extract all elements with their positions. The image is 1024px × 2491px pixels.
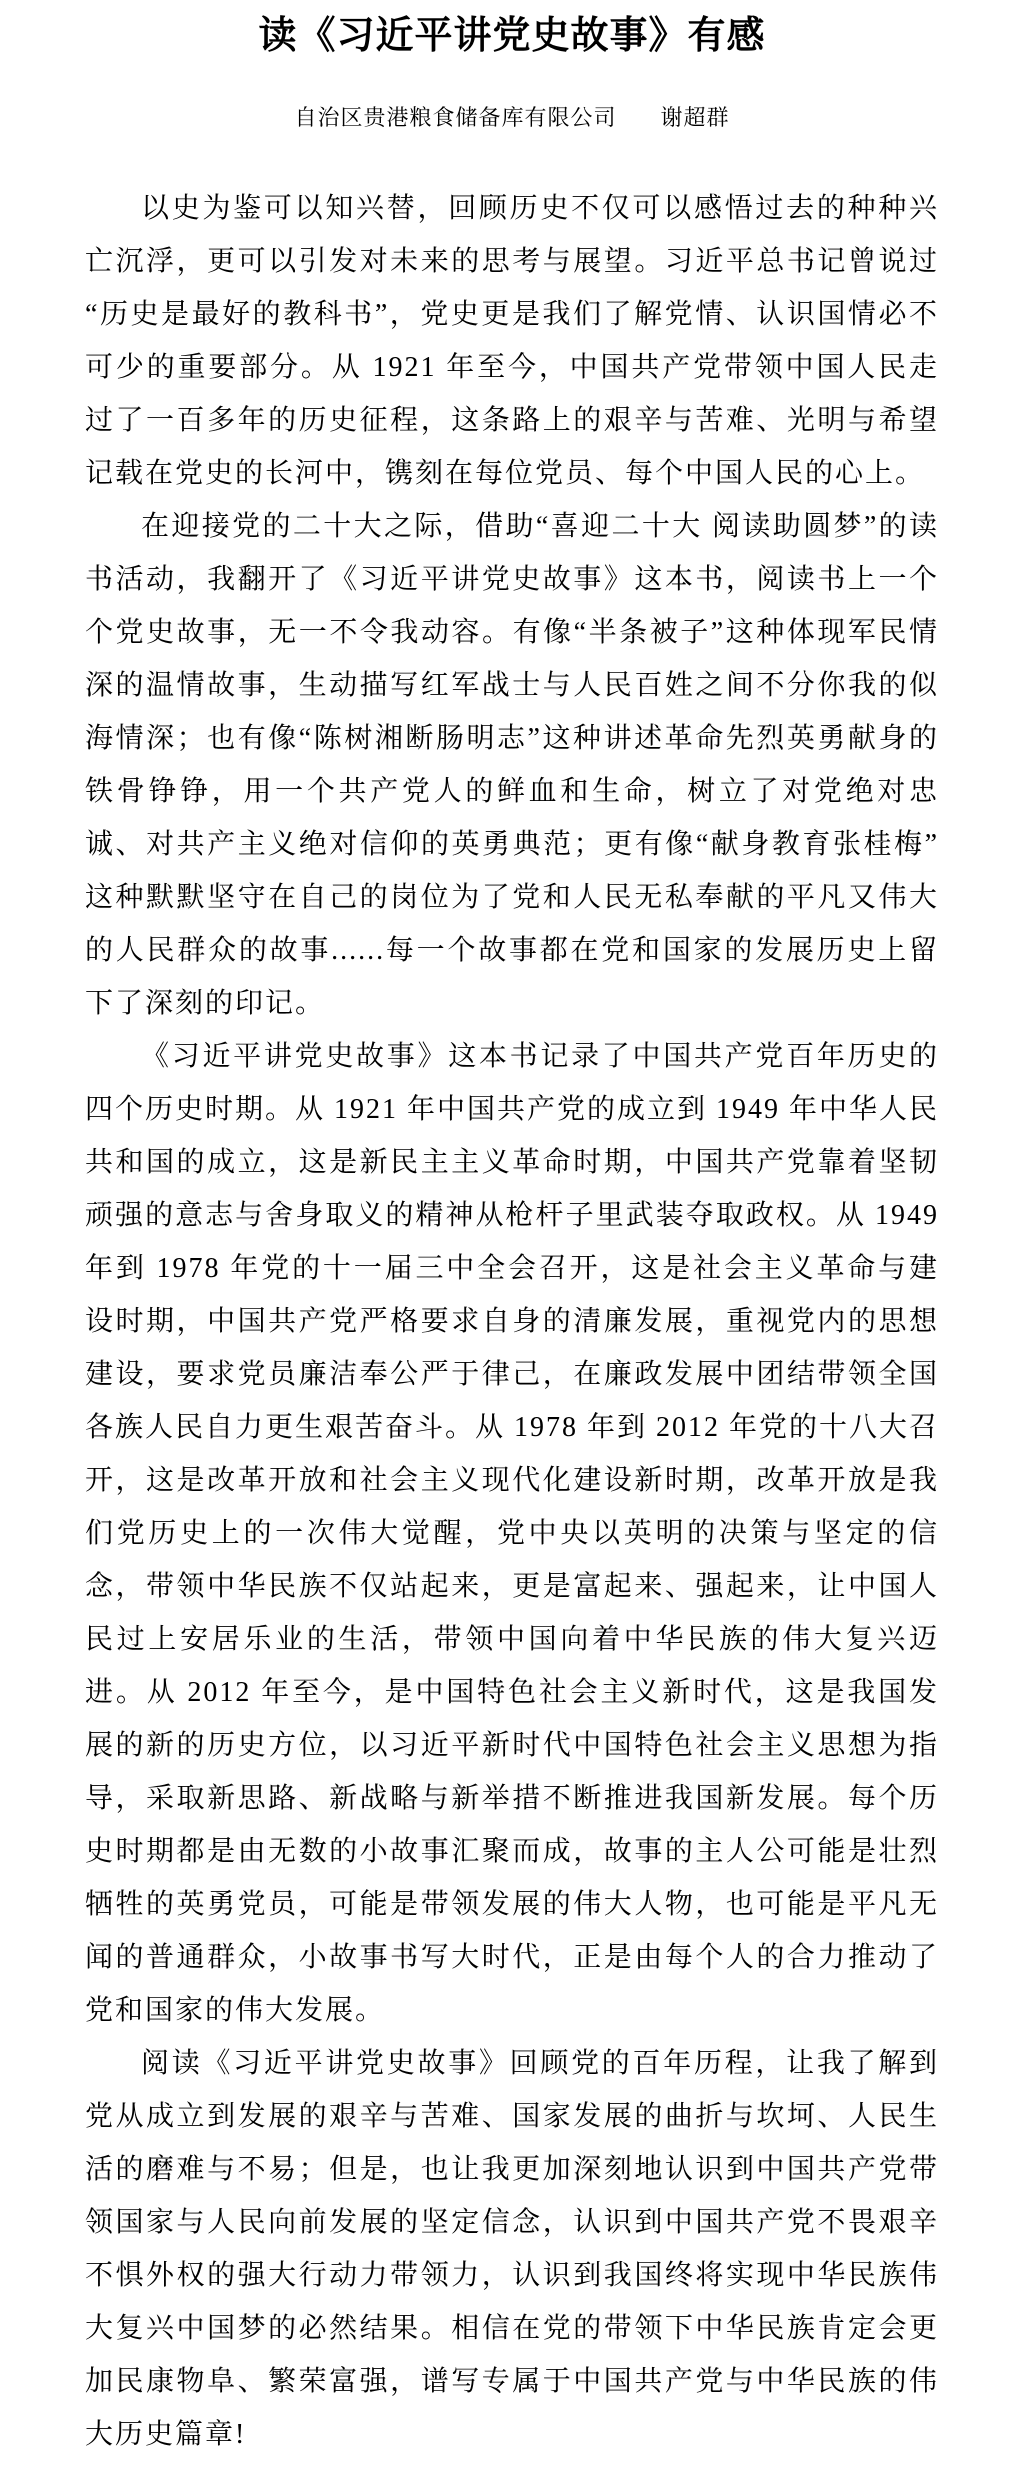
byline-author: 谢超群 [660, 105, 730, 130]
body-paragraph-1: 以史为鉴可以知兴替，回顾历史不仅可以感悟过去的种种兴亡沉浮，更可以引发对未来的思考与展望。习近平总书记曾说过“历史是最好的教科书”，党史更是我们了解党情、认识国情必不可少的重要部分。从 1921 年至今，中国共产党带领中国人民走过了一百多年的历史征程，这条路上的艰辛与苦难、光明与希望记载在党史的长河中，镌刻在每位党员、每个中国人民的心上。 [85, 193, 939, 489]
body-paragraph-3: 《习近平讲党史故事》这本书记录了中国共产党百年历史的四个历史时期。从 1921 年中国共产党的成立到 1949 年中华人民共和国的成立，这是新民主主义革命时期，中国共产党靠着坚韧顽强的意志与舍身取义的精神从枪杆子里武装夺取政权。从 1949 年到 1978 年党的十一届三中全会召开，这是社会主义革命与建设时期，中国共产党严格要求自身的清廉发展，重视党内的思想建设，要求党员廉洁奉公严于律己，在廉政发展中团结带领全国各族人民自力更生艰苦奋斗。从 1978 年到 2012 年党的十八大召开，这是改革开放和社会主义现代化建设新时期，改革开放是我们党历史上的一次伟大觉醒，党中央以英明的决策与坚定的信念，带领中华民族不仅站起来，更是富起来、强起来，让中国人民过上安居乐业的生活，带领中国向着中华民族的伟大复兴迈进。从 2012 年至今，是中国特色社会主义新时代，这是我国发展的新的历史方位，以习近平新时代中国特色社会主义思想为指导，采取新思路、新战略与新举措不断推进我国新发展。每个历史时期都是由无数的小故事汇聚而成，故事的主人公可能是壮烈牺牲的英勇党员，可能是带领发展的伟大人物，也可能是平凡无闻的普通群众，小故事书写大时代，正是由每个人的合力推动了党和国家的伟大发展。 [85, 1041, 940, 2026]
document-body [85, 182, 939, 2461]
body-paragraph-2: 在迎接党的二十大之际，借助“喜迎二十大 阅读助圆梦”的读书活动，我翻开了《习近平讲党史故事》这本书，阅读书上一个个党史故事，无一不令我动容。有像“半条被子”这种体现军民情深的温情故事，生动描写红军战士与人民百姓之间不分你我的似海情深；也有像“陈树湘断肠明志”这种讲述革命先烈英勇献身的铁骨铮铮，用一个共产党人的鲜血和生命，树立了对党绝对忠诚、对共产主义绝对信仰的英勇典范；更有像“献身教育张桂梅”这种默默坚守在自己的岗位为了党和人民无私奉献的平凡又伟大的人民群众的故事......每一个故事都在党和国家的发展历史上留下了深刻的印记。 [85, 511, 939, 1019]
byline-organization: 自治区贵港粮食储备库有限公司 [294, 105, 617, 130]
document-title: 读《习近平讲党史故事》有感 [258, 15, 766, 57]
byline [0, 104, 1024, 132]
body-paragraph-4: 阅读《习近平讲党史故事》回顾党的百年历程，让我了解到党从成立到发展的艰辛与苦难、国家发展的曲折与坎坷、人民生活的磨难与不易；但是，也让我更加深刻地认识到中国共产党带领国家与人民向前发展的坚定信念，认识到中国共产党不畏艰辛不惧外权的强大行动力带领力，认识到我国终将实现中华民族伟大复兴中国梦的必然结果。相信在党的带领下中华民族肯定会更加民康物阜、繁荣富强，谱写专属于中国共产党与中华民族的伟大历史篇章! [85, 2048, 939, 2450]
